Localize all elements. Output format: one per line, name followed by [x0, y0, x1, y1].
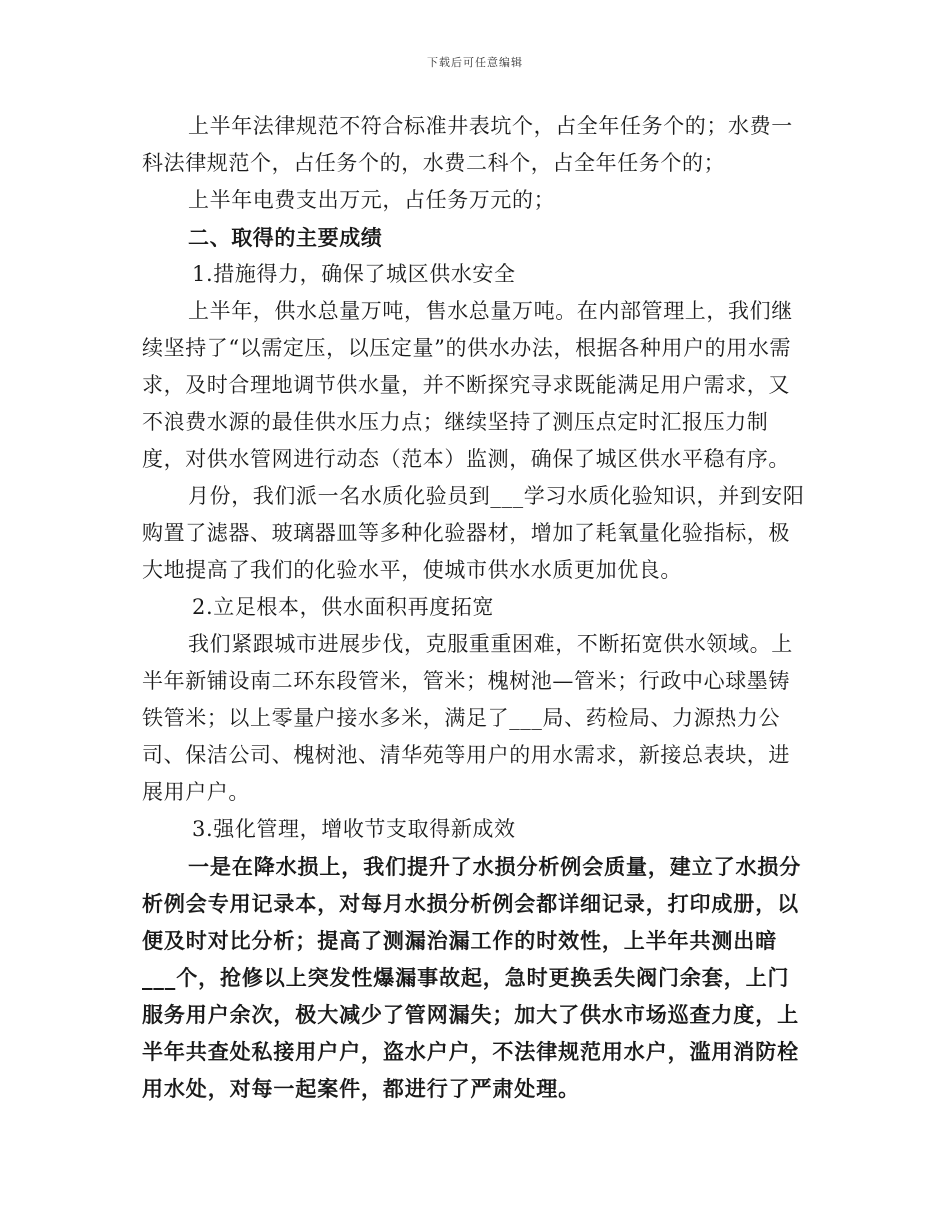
paragraph-water-quality: 月份，我们派一名水质化验员到___学习水质化验知识，并到安阳购置了滤器、玻璃器皿等多种化验器材，增加了耗氧量化验指标，极大地提高了我们的化验水平，使城市供水水质更加优良。: [142, 484, 805, 582]
paragraph-water-loss: 一是在降水损上，我们提升了水损分析例会质量，建立了水损分析例会专用记录本，对每月水损分析例会都详细记录，打印成册，以便及时对比分析；提高了测漏治漏工作的时效性，上半年共测出暗___个，抢修以上突发性爆漏事故起，急时更换丢失阀门余套，上门服务用户余次，极大减少了管网漏失；加大了供水市场巡查力度，上半年共查处私接用户户，盗水户户，不法律规范用水户，滥用消防栓用水处，对每一起案件，都进行了严肃处理。: [142, 854, 802, 1101]
page-header: 下载后可任意编辑: [427, 56, 523, 69]
subheading-management: 3.强化管理，增收节支取得新成效: [192, 817, 516, 841]
document-body: [142, 108, 810, 1107]
paragraph-pipeline: 我们紧跟城市进展步伐，克服重重困难，不断拓宽供水领域。上半年新铺设南二环东段管米，管米；槐树池—管米；行政中心球墨铸铁管米；以上零量户接水多米，满足了___局、药检局、力源热力公司、保洁公司、槐树池、清华苑等用户的用水需求，新接总表块，进展用户户。: [142, 632, 793, 804]
paragraph-standards: 上半年法律规范不符合标准井表坑个，占全年任务个的；水费一科法律规范个，占任务个的，水费二科个，占全年任务个的；: [142, 114, 793, 175]
subheading-measures: 1.措施得力，确保了城区供水安全: [192, 262, 516, 286]
paragraph-electricity: 上半年电费支出万元，占任务万元的；: [188, 188, 556, 212]
section-heading-achievements: 二、取得的主要成绩: [188, 225, 383, 250]
subheading-coverage: 2.立足根本，供水面积再度拓宽: [192, 595, 495, 619]
paragraph-water-supply: 上半年，供水总量万吨，售水总量万吨。在内部管理上，我们继续坚持了“以需定压，以压定量”的供水办法，根据各种用户的用水需求，及时合理地调节供水量，并不断探究寻求既能满足用户需求，又不浪费水源的最佳供水压力点；继续坚持了测压点定时汇报压力制度，对供水管网进行动态（范本）监测，确保了城区供水平稳有序。: [142, 299, 793, 471]
